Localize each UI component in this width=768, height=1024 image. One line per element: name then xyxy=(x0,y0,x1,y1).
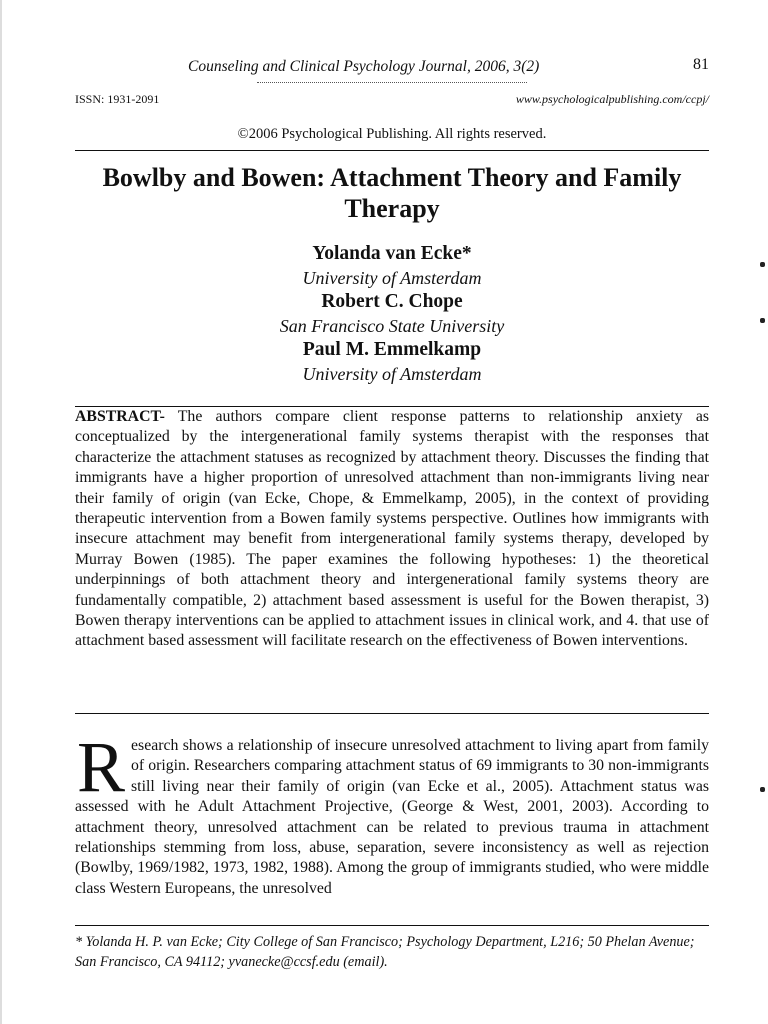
author-name: Robert C. Chope xyxy=(321,291,463,312)
margin-mark xyxy=(760,262,765,267)
copyright-notice: ©2006 Psychological Publishing. All rights reserved. xyxy=(237,126,547,142)
abstract-label: ABSTRACT- xyxy=(75,408,165,425)
dotted-rule xyxy=(257,82,527,83)
author-name: Paul M. Emmelkamp xyxy=(302,339,482,360)
margin-mark xyxy=(760,318,765,323)
author-block xyxy=(75,242,709,386)
article-title: Bowlby and Bowen: Attachment Theory and Family Therapy xyxy=(102,163,682,223)
running-header xyxy=(75,58,709,80)
journal-title: Counseling and Clinical Psychology Journal, 2006, 3(2) xyxy=(188,58,540,75)
body-text: esearch shows a relationship of insecure unresolved attachment to living apart from family of origin. Researchers comparing attachment status of 69 immigrants to 30 non-immigrants still living near their family of origin (van Ecke et al., 2005). Attachment status was assessed with he Adult Attachment Projective, (George & West, 2001, 2003). According to attachment theory, unresolved attachment can be related to previous trauma in attachment relationships stemming from loss, abuse, separation, severe inconsistency as well as rejection (Bowlby, 1969/1982, 1973, 1982, 1988). Among the group of immigrants studied, who were middle class Western Europeans, the unresolved xyxy=(75,737,709,897)
author-affiliation: San Francisco State University xyxy=(279,316,505,336)
author-footnote: * Yolanda H. P. van Ecke; City College of San Francisco; Psychology Department, L216; 50 Phelan Avenue; San Francisco, CA 94112; yvanecke@ccsf.edu (email). xyxy=(75,934,695,970)
author-affiliation: University of Amsterdam xyxy=(302,364,482,384)
abstract xyxy=(75,407,709,652)
abstract-text: The authors compare client response patterns to relationship anxiety as conceptualized by the intergenerational family systems therapist with the responses that characterize the attachment statuses as recognized by attachment theory. Discusses the finding that immigrants have a higher proportion of unresolved attachment than non-immigrants living near their family of origin (van Ecke, Chope, & Emmelkamp, 2005), in the context of providing therapeutic intervention from a Bowen family systems perspective. Outlines how immigrants with insecure attachment may benefit from intergenerational family systems therapy, developed by Murray Bowen (1985). The paper examines the following hypotheses: 1) the theoretical underpinnings of both attachment theory and intergenerational family systems theory are fundamentally compatible, 2) attachment based assessment is useful for the Bowen therapist, 3) Bowen therapy interventions can be applied to attachment issues in clinical work, and 4. that use of attachment based assessment will facilitate research on the effectiveness of Bowen interventions. xyxy=(75,408,709,650)
journal-page xyxy=(75,0,709,1024)
margin-mark xyxy=(760,787,765,792)
drop-cap: R xyxy=(77,727,126,807)
author-name: Yolanda van Ecke* xyxy=(312,243,472,264)
header-rule xyxy=(75,150,709,151)
page-number: 81 xyxy=(693,56,709,73)
abstract-bottom-rule xyxy=(75,713,709,714)
journal-url: www.psychologicalpublishing.com/ccpj/ xyxy=(515,92,709,106)
issn: ISSN: 1931-2091 xyxy=(75,92,160,106)
footnote-rule xyxy=(75,925,709,926)
body-paragraph xyxy=(75,727,709,899)
scan-edge xyxy=(0,0,2,1024)
author-affiliation: University of Amsterdam xyxy=(302,268,482,288)
